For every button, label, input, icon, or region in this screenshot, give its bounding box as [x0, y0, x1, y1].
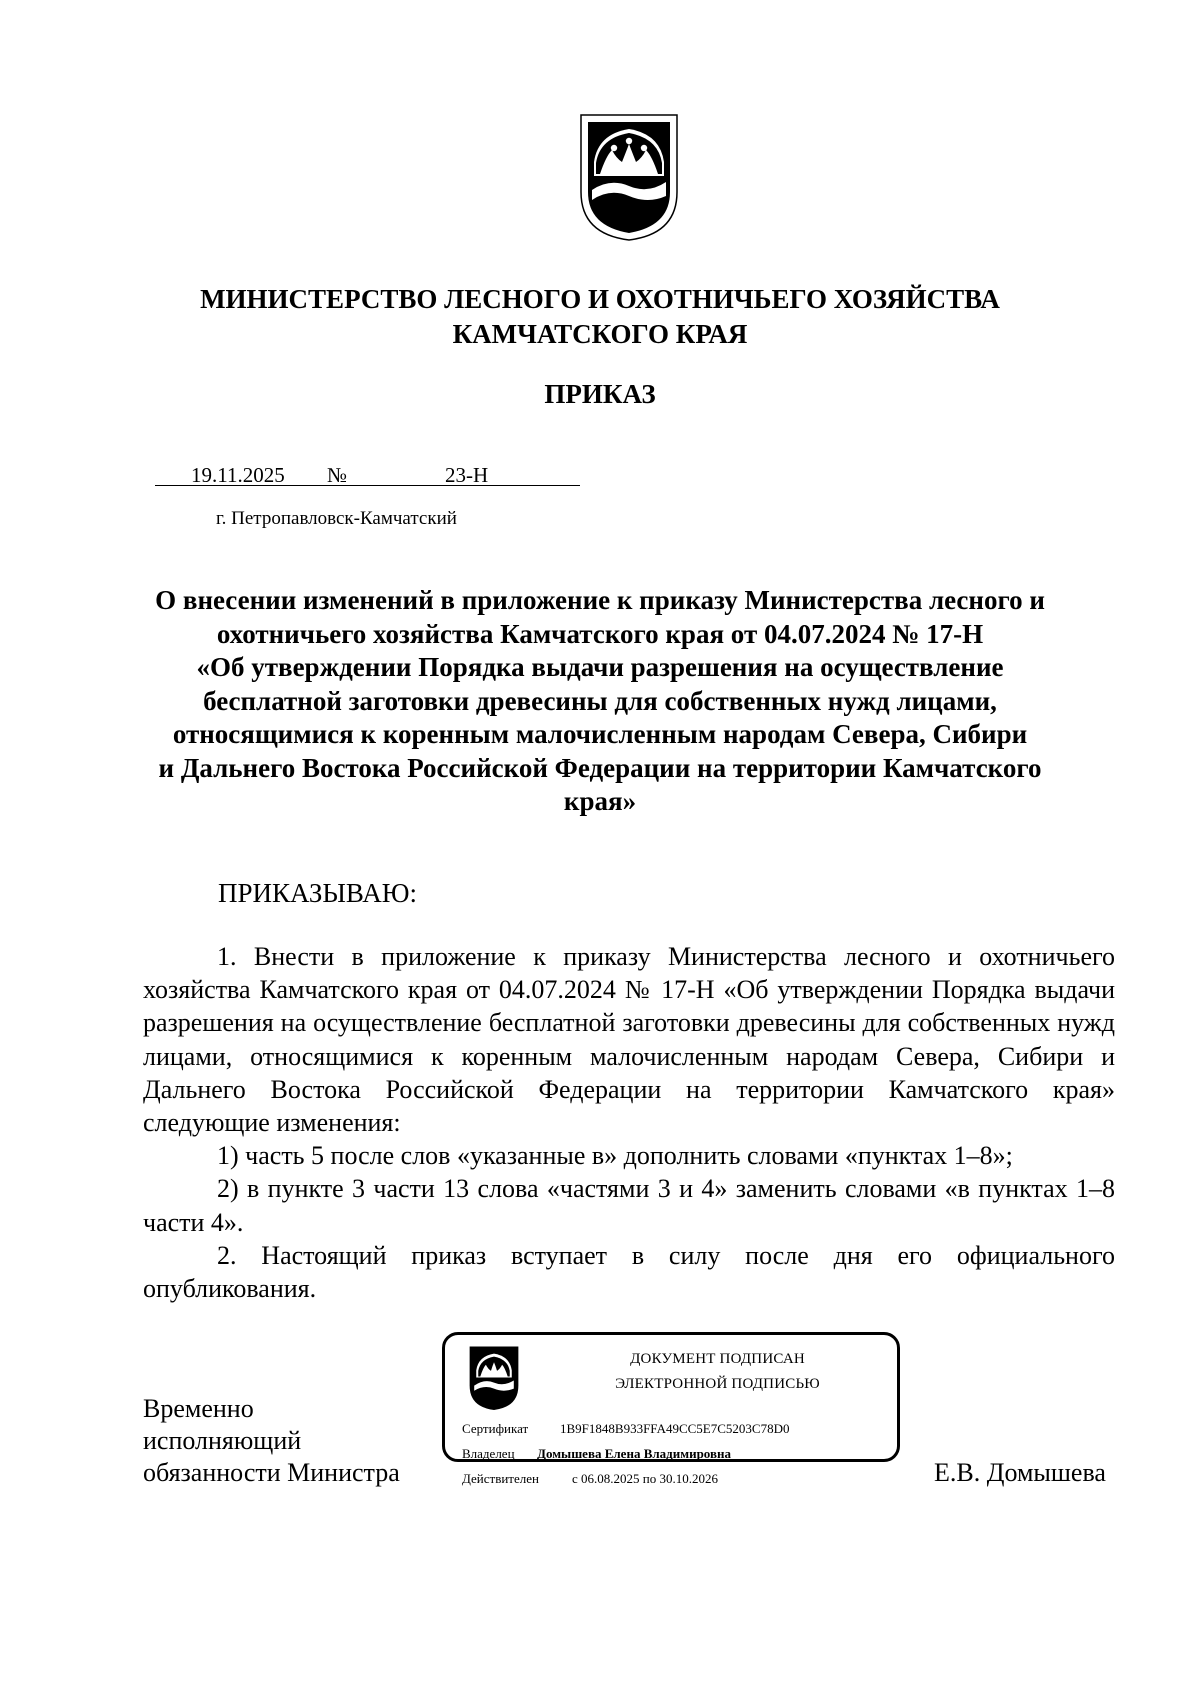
subject-line: охотничьего хозяйства Камчатского края от 04.07.2024 № 17-Н: [216, 618, 984, 649]
subject-line: относящимися к коренным малочисленным народам Севера, Сибири: [172, 719, 1028, 749]
subject-line: бесплатной заготовки древесины для собственных нужд лицами,: [203, 685, 997, 716]
order-number: 23-Н: [445, 463, 489, 487]
electronic-signature-stamp: [442, 1332, 900, 1486]
number-sign: №: [327, 463, 348, 487]
order-date: 19.11.2025: [191, 463, 285, 487]
body-paragraph-4: 2. Настоящий приказ вступает в силу после дня его официального опубликования.: [143, 1240, 1115, 1304]
position-line: исполняющий: [143, 1426, 302, 1455]
position-line: Временно: [143, 1394, 254, 1423]
owner-value: Домышева Елена Владимировна: [537, 1446, 731, 1461]
registration-line: [155, 462, 580, 490]
stamp-title: [545, 1347, 890, 1397]
body-paragraph-1: 1. Внести в приложение к приказу Министерства лесного и охотничьего хозяйства Камчатского края от 04.07.2024 № 17-Н «Об утверждении Порядка выдачи разрешения на осуществление бесплатной заготовки древесины для собственных нужд лицами, относящимися к коренным малочисленным народам Севера, Сибири и Дальнего Востока Российской Федерации на территории Камчатского края» следующие изменения:: [143, 942, 1115, 1138]
owner-label: Владелец: [462, 1446, 515, 1461]
stamp-validity-row: [462, 1471, 718, 1487]
position-line: обязанности Министра: [143, 1458, 400, 1487]
document-type: ПРИКАЗ: [544, 379, 656, 409]
stamp-title-line1: ДОКУМЕНТ ПОДПИСАН: [630, 1351, 805, 1367]
subject-line: «Об утверждении Порядка выдачи разрешения на осуществление: [196, 652, 1004, 682]
ministry-name-line1: МИНИСТЕРСТВО ЛЕСНОГО И ОХОТНИЧЬЕГО ХОЗЯЙСТВА: [200, 284, 1000, 314]
signatory-position: [143, 1393, 400, 1489]
subject-line: и Дальнего Востока Российской Федерации на территории Камчатского: [158, 752, 1042, 783]
validity-value: с 06.08.2025 по 30.10.2026: [572, 1471, 718, 1486]
order-body: [143, 940, 1115, 1305]
order-subject: [100, 584, 1100, 819]
ministry-name-line2: КАМЧАТСКОГО КРАЯ: [452, 319, 748, 349]
stamp-title-line2: ЭЛЕКТРОННОЙ ПОДПИСЬЮ: [615, 1376, 820, 1392]
subject-line: О внесении изменений в приложение к приказу Министерства лесного и: [155, 585, 1045, 615]
body-paragraph-3: 2) в пункте 3 части 13 слова «частями 3 и 4» заменить словами «в пунктах 1–8 части 4».: [143, 1174, 1115, 1237]
validity-label: Действителен: [462, 1471, 539, 1486]
ministry-name: [100, 282, 1100, 352]
body-paragraph-2: 1) часть 5 после слов «указанные в» дополнить словами «пунктах 1–8»;: [217, 1141, 1013, 1171]
order-word: ПРИКАЗЫВАЮ:: [218, 878, 417, 908]
certificate-label: Сертификат: [462, 1421, 529, 1436]
city: г. Петропавловск-Камчатский: [216, 508, 457, 529]
kamchatka-coat-of-arms-icon: [578, 112, 680, 242]
stamp-coat-of-arms-icon: [465, 1345, 523, 1411]
stamp-certificate-row: [462, 1421, 789, 1437]
signatory-name: Е.В. Домышева: [934, 1458, 1106, 1487]
stamp-owner-row: [462, 1446, 731, 1462]
certificate-value: 1B9F1848B933FFA49CC5E7C5203C78D0: [560, 1421, 790, 1436]
subject-line: края»: [563, 786, 637, 816]
